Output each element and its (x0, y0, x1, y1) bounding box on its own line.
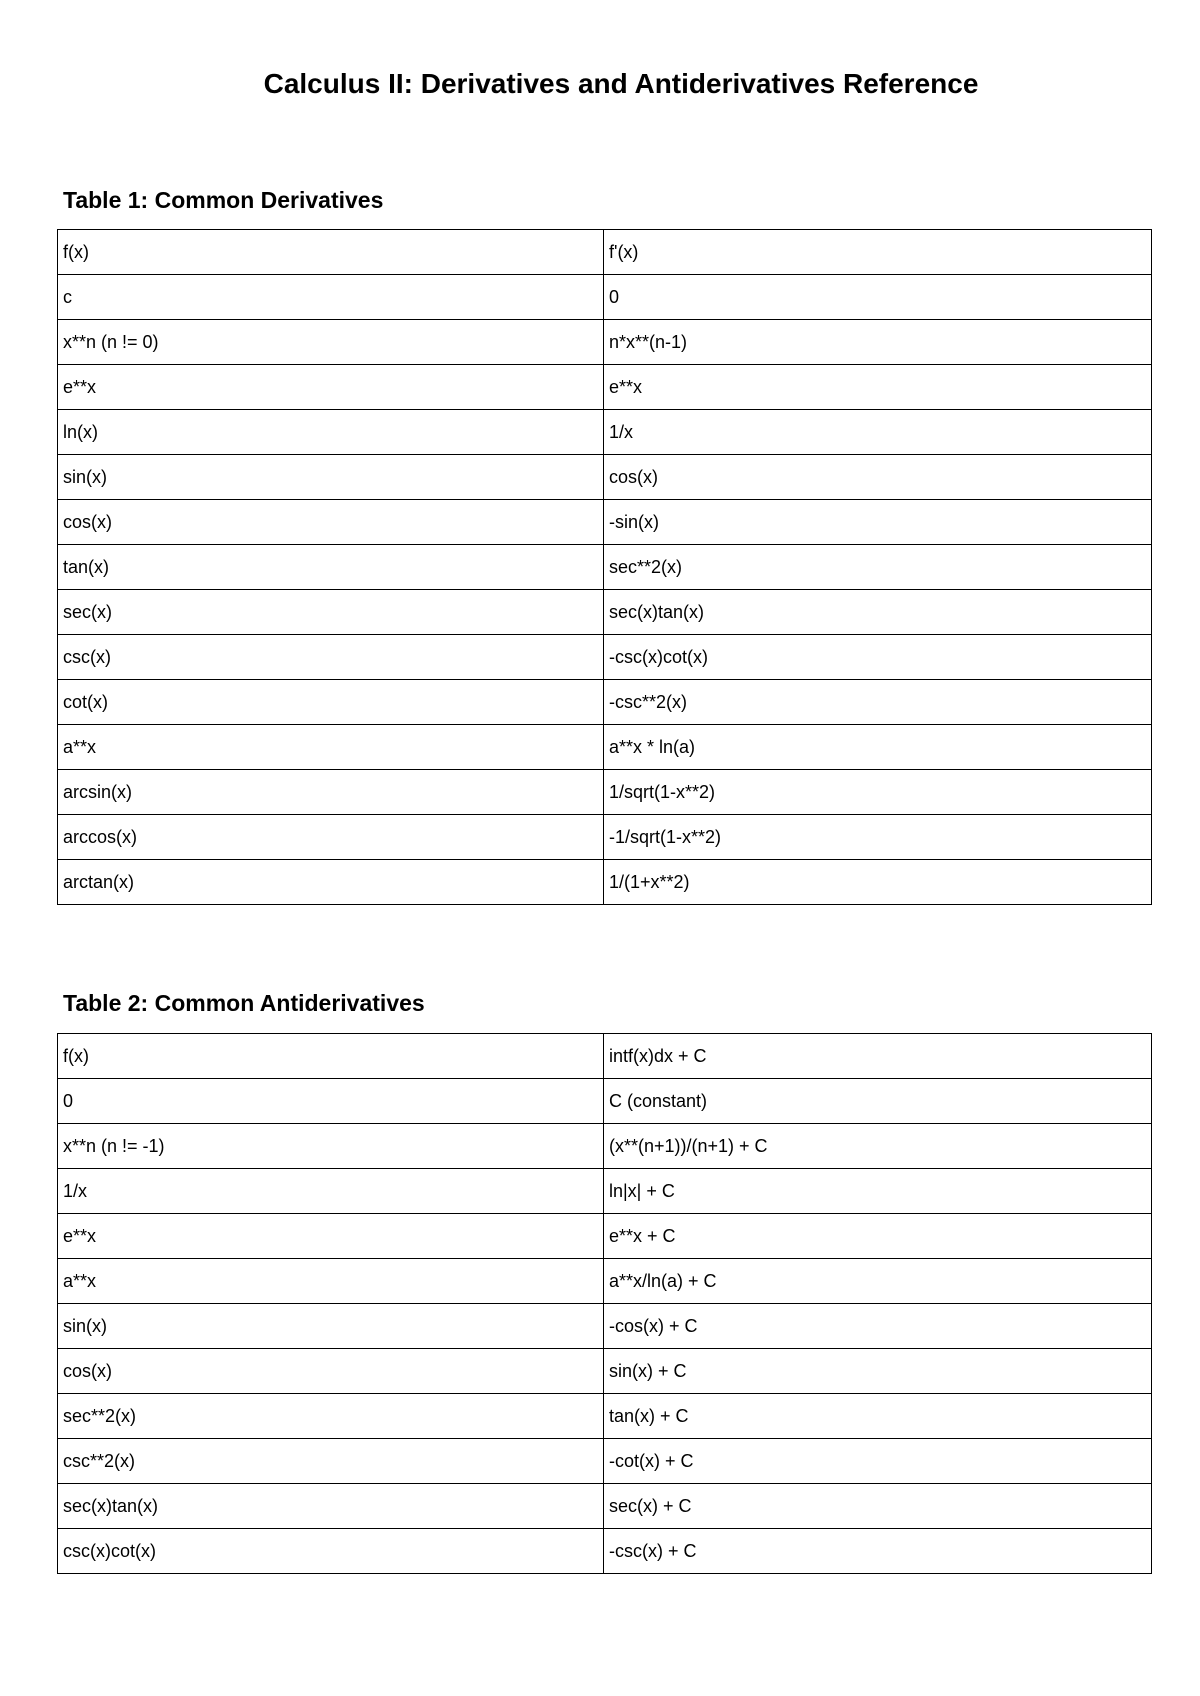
table-header-row (58, 1034, 1152, 1079)
function-cell: csc**2(x) (58, 1439, 604, 1484)
table-row (58, 1169, 1152, 1214)
table-1-caption: Table 1: Common Derivatives (63, 187, 384, 213)
result-cell: -1/sqrt(1-x**2) (604, 815, 1152, 860)
table-row (58, 1484, 1152, 1529)
function-cell: arcsin(x) (58, 770, 604, 815)
antiderivatives-table (57, 1033, 1152, 1574)
table-row (58, 500, 1152, 545)
result-cell: 1/sqrt(1-x**2) (604, 770, 1152, 815)
table-row (58, 320, 1152, 365)
result-cell: 1/(1+x**2) (604, 860, 1152, 905)
result-cell: C (constant) (604, 1079, 1152, 1124)
function-cell: ln(x) (58, 410, 604, 455)
function-cell: f(x) (58, 1034, 604, 1079)
function-cell: f(x) (58, 230, 604, 275)
function-cell: cos(x) (58, 500, 604, 545)
result-cell: intf(x)dx + C (604, 1034, 1152, 1079)
table-row (58, 635, 1152, 680)
result-cell: -cos(x) + C (604, 1304, 1152, 1349)
result-cell: -sin(x) (604, 500, 1152, 545)
result-cell: -cot(x) + C (604, 1439, 1152, 1484)
result-cell: 1/x (604, 410, 1152, 455)
result-cell: e**x (604, 365, 1152, 410)
table-row (58, 275, 1152, 320)
table-row (58, 1349, 1152, 1394)
function-cell: arccos(x) (58, 815, 604, 860)
table-row (58, 680, 1152, 725)
table-row (58, 1079, 1152, 1124)
table-row (58, 860, 1152, 905)
result-cell: ln|x| + C (604, 1169, 1152, 1214)
function-cell: tan(x) (58, 545, 604, 590)
function-cell: e**x (58, 1214, 604, 1259)
result-cell: e**x + C (604, 1214, 1152, 1259)
table-row (58, 1259, 1152, 1304)
function-cell: sec(x) (58, 590, 604, 635)
antiderivatives-table-body (58, 1034, 1152, 1574)
table-row (58, 815, 1152, 860)
function-cell: a**x (58, 725, 604, 770)
table-row (58, 455, 1152, 500)
result-cell: cos(x) (604, 455, 1152, 500)
function-cell: 1/x (58, 1169, 604, 1214)
table-row (58, 1439, 1152, 1484)
result-cell: f'(x) (604, 230, 1152, 275)
table-row (58, 1214, 1152, 1259)
table-header-row (58, 230, 1152, 275)
table-row (58, 1529, 1152, 1574)
table-row (58, 1124, 1152, 1169)
result-cell: sec(x)tan(x) (604, 590, 1152, 635)
result-cell: -csc(x) + C (604, 1529, 1152, 1574)
result-cell: tan(x) + C (604, 1394, 1152, 1439)
result-cell: sec(x) + C (604, 1484, 1152, 1529)
table-row (58, 590, 1152, 635)
function-cell: arctan(x) (58, 860, 604, 905)
document-title: Calculus II: Derivatives and Antiderivatives Reference (263, 68, 979, 99)
result-cell: a**x/ln(a) + C (604, 1259, 1152, 1304)
table-row (58, 1394, 1152, 1439)
table-row (58, 725, 1152, 770)
table-row (58, 410, 1152, 455)
derivatives-table (57, 229, 1152, 905)
function-cell: csc(x) (58, 635, 604, 680)
result-cell: sec**2(x) (604, 545, 1152, 590)
function-cell: sec(x)tan(x) (58, 1484, 604, 1529)
function-cell: sec**2(x) (58, 1394, 604, 1439)
function-cell: cot(x) (58, 680, 604, 725)
table-row (58, 1304, 1152, 1349)
table-row (58, 365, 1152, 410)
function-cell: 0 (58, 1079, 604, 1124)
table-row (58, 770, 1152, 815)
function-cell: e**x (58, 365, 604, 410)
function-cell: sin(x) (58, 455, 604, 500)
function-cell: x**n (n != 0) (58, 320, 604, 365)
table-2-caption: Table 2: Common Antiderivatives (63, 990, 425, 1016)
function-cell: c (58, 275, 604, 320)
function-cell: a**x (58, 1259, 604, 1304)
function-cell: sin(x) (58, 1304, 604, 1349)
result-cell: -csc**2(x) (604, 680, 1152, 725)
result-cell: 0 (604, 275, 1152, 320)
result-cell: a**x * ln(a) (604, 725, 1152, 770)
result-cell: (x**(n+1))/(n+1) + C (604, 1124, 1152, 1169)
table-row (58, 545, 1152, 590)
result-cell: n*x**(n-1) (604, 320, 1152, 365)
function-cell: cos(x) (58, 1349, 604, 1394)
result-cell: sin(x) + C (604, 1349, 1152, 1394)
derivatives-table-body (58, 230, 1152, 905)
result-cell: -csc(x)cot(x) (604, 635, 1152, 680)
function-cell: x**n (n != -1) (58, 1124, 604, 1169)
function-cell: csc(x)cot(x) (58, 1529, 604, 1574)
